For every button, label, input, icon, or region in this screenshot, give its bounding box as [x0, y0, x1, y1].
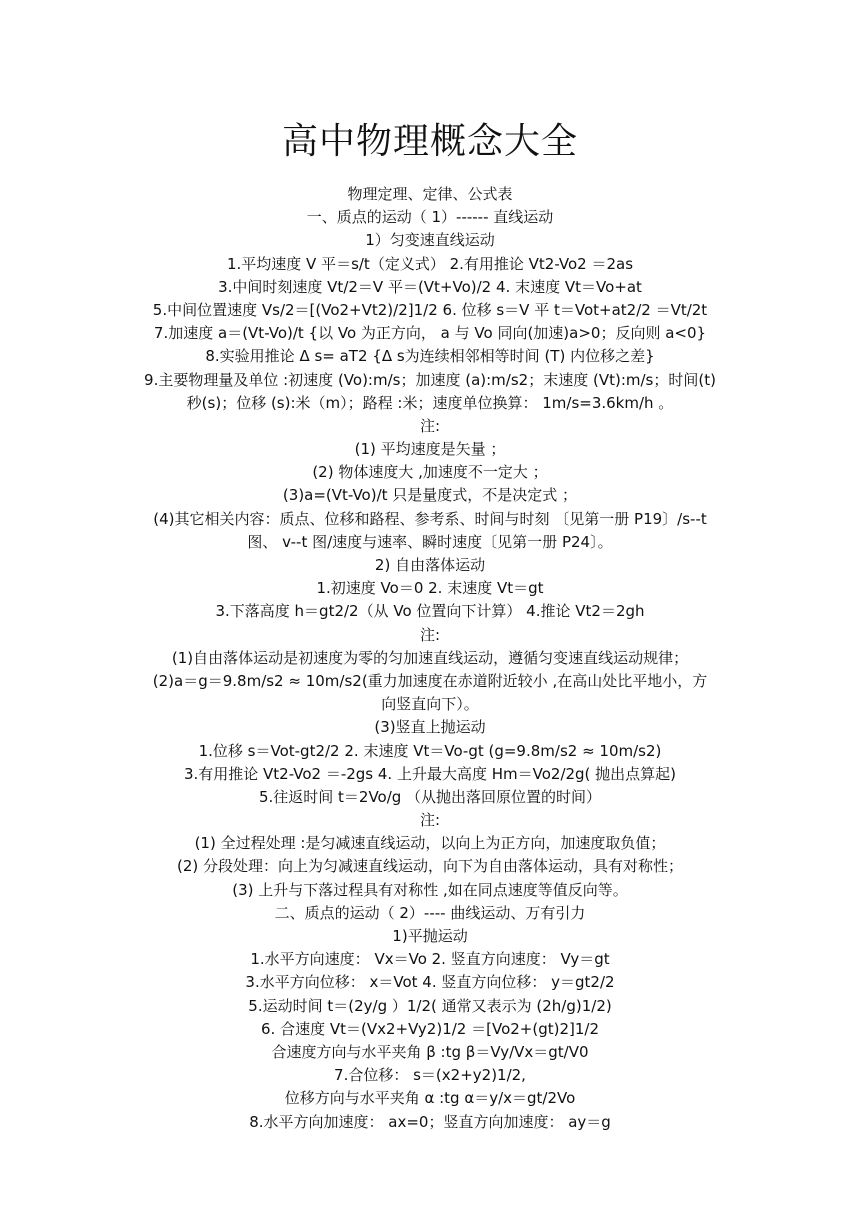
text-line: 9.主要物理量及单位 :初速度 (Vo):m/s；加速度 (a):m/s2；末速度 (Vt):m/s；时间(t) — [144, 370, 716, 389]
text-line: 3.中间时刻速度 Vt/2＝V 平＝(Vt+Vo)/2 4. 末速度 Vt＝Vo+at — [218, 277, 642, 296]
document-body — [0, 183, 860, 1134]
text-line: 1.位移 s＝Vot-gt2/2 2. 末速度 Vt＝Vo-gt (g=9.8m/s2 ≈ 10m/s2) — [198, 741, 662, 760]
text-line: 3.水平方向位移： x＝Vot 4. 竖直方向位移： y＝gt2/2 — [245, 973, 615, 992]
text-line: 一、质点的运动（ 1）------ 直线运动 — [306, 208, 554, 227]
text-line: (3)a=(Vt-Vo)/t 只是量度式，不是决定式 ； — [282, 486, 578, 505]
text-line: (1) 平均速度是矢量 ； — [354, 440, 506, 459]
text-line: 5.往返时间 t＝2Vo/g （从抛出落回原位置的时间） — [258, 787, 602, 806]
text-line: 2) 自由落体运动 — [374, 556, 486, 574]
text-line: 5.中间位置速度 Vs/2＝[(Vo2+Vt2)/2]1/2 6. 位移 s＝V 平 t＝Vot+at2/2 ＝Vt/2t — [152, 300, 708, 319]
text-line: (4)其它相关内容：质点、位移和路程、参考系、时间与时刻 〔见第一册 P19〕/s--t — [153, 509, 707, 528]
text-line: (2)a＝g＝9.8m/s2 ≈ 10m/s2(重力加速度在赤道附近较小 ,在高山处比平地小，方 — [152, 671, 708, 690]
text-line: 8.实验用推论 Δ s= aT2 {Δ s为连续相邻相等时间 (T) 内位移之差} — [205, 347, 655, 366]
text-line: (1) 全过程处理 :是匀减速直线运动，以向上为正方向，加速度取负值； — [194, 834, 666, 853]
text-line: 物理定理、定律、公式表 — [347, 185, 513, 203]
text-line: 注: — [419, 416, 441, 435]
text-line: 7.加速度 a＝(Vt-Vo)/t {以 Vo 为正方向， a 与 Vo 同向(加速)a>0；反向则 a<0} — [153, 324, 707, 343]
text-line: (3) 上升与下落过程具有对称性 ,如在同点速度等值反向等。 — [232, 880, 628, 899]
text-line: (3)竖直上抛运动 — [374, 718, 486, 737]
text-line: 1.平均速度 V 平＝s/t（定义式） 2.有用推论 Vt2-Vo2 ＝2as — [226, 254, 634, 273]
text-line: 1.水平方向速度： Vx＝Vo 2. 竖直方向速度： Vy＝gt — [250, 950, 610, 969]
text-line: 3.有用推论 Vt2-Vo2 ＝-2gs 4. 上升最大高度 Hm＝Vo2/2g( 抛出点算起) — [183, 764, 677, 783]
text-line: (2) 分段处理：向上为匀减速直线运动，向下为自由落体运动，具有对称性； — [176, 857, 684, 876]
text-line: 6. 合速度 Vt＝(Vx2+Vy2)1/2 ＝[Vo2+(gt)2]1/2 — [260, 1019, 599, 1038]
text-line: 秒(s)；位移 (s):米（m）；路程 :米；速度单位换算： 1m/s=3.6km/h 。 — [186, 393, 674, 412]
text-line: (2) 物体速度大 ,加速度不一定大 ； — [312, 463, 548, 482]
text-line: 3.下落高度 h＝gt2/2（从 Vo 位置向下计算） 4.推论 Vt2＝2gh — [215, 602, 645, 621]
text-line: 向竖直向下）。 — [381, 695, 479, 714]
text-line: 1)平抛运动 — [392, 927, 468, 945]
text-line: 二、质点的运动（ 2）---- 曲线运动、万有引力 — [274, 903, 586, 922]
text-line: 8.水平方向加速度： ax=0；竖直方向加速度： ay＝g — [249, 1112, 611, 1131]
text-line: 5.运动时间 t＝(2y/g ）1/2( 通常又表示为 (2h/g)1/2) — [248, 996, 612, 1015]
text-line: 注: — [419, 625, 441, 644]
text-line: 1.初速度 Vo＝0 2. 末速度 Vt＝gt — [316, 579, 544, 598]
text-line: 合速度方向与水平夹角 β :tg β＝Vy/Vx＝gt/V0 — [271, 1042, 589, 1061]
text-line: 注: — [419, 811, 441, 830]
text-line: 位移方向与水平夹角 α :tg α＝y/x＝gt/2Vo — [284, 1089, 576, 1108]
document-title: 高中物理概念大全 — [281, 121, 578, 162]
text-line: 1）匀变速直线运动 — [365, 231, 495, 250]
text-line: (1)自由落体运动是初速度为零的匀加速直线运动，遵循匀变速直线运动规律； — [171, 648, 689, 667]
text-line: 7.合位移： s＝(x2+y2)1/2, — [334, 1066, 526, 1085]
text-line: 图、 v--t 图/速度与速率、瞬时速度〔见第一册 P24〕。 — [247, 532, 613, 551]
